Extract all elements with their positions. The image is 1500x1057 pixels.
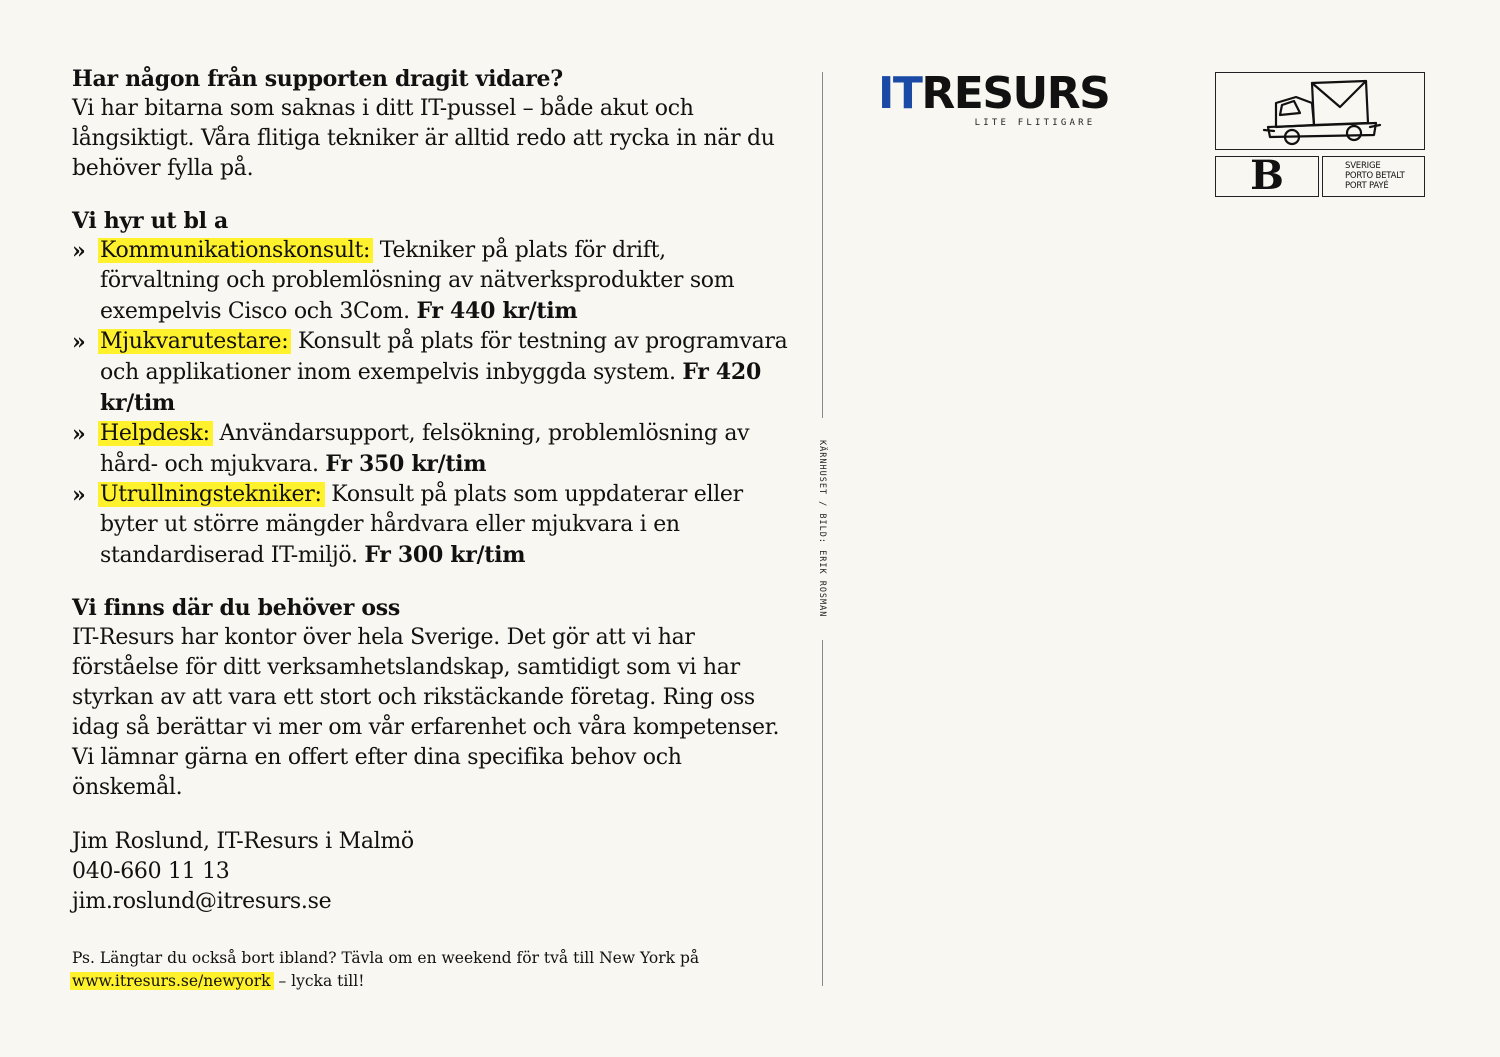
- service-price: Fr 440 kr/tim: [416, 298, 578, 324]
- service-price: Fr 350 kr/tim: [325, 451, 487, 477]
- porto-betalt-box: [1322, 156, 1425, 197]
- bullet-marker: »: [72, 482, 86, 508]
- service-title: Utrullningstekniker:: [98, 482, 325, 507]
- ps-text: Ps. Längtar du också bort ibland? Tävla om en weekend för två till New York på: [72, 949, 700, 967]
- service-description: Konsult på plats som uppdaterar eller byter ut större mängder hårdvara eller mjukvara i en standardiserad IT-miljö.: [100, 482, 743, 568]
- service-title: Mjukvarutestare:: [98, 329, 291, 354]
- porto-line: PORTO BETALT: [1345, 171, 1405, 181]
- service-description: Konsult på plats för testning av programvara och applikationer inom exempelvis inbyggda system.: [100, 329, 788, 385]
- service-description: Tekniker på plats för drift, förvaltning och problemlösning av nätverksprodukter som exempelvis Cisco och 3Com.: [100, 238, 735, 324]
- message-column: [72, 64, 792, 993]
- photo-credit: KÄRNHUSET / BILD: ERIK ROSMAN: [812, 418, 832, 640]
- presence-body: IT-Resurs har kontor över hela Sverige. Det gör att vi har förståelse för ditt verksamhetslandskap, samtidigt som vi har styrkan av att vara ett stort och rikstäckande företag. Ring oss idag så berättar vi mer om vår erfarenhet och våra kompetenser. Vi lämnar gärna en offert efter dina specifika behov och önskemål.: [72, 625, 780, 800]
- service-price: Fr 420 kr/tim: [100, 359, 761, 416]
- contact-name: Jim Roslund, IT-Resurs i Malmö: [72, 829, 414, 854]
- ps-note: [72, 947, 792, 993]
- services-section: [72, 206, 792, 571]
- itresurs-logo: [878, 68, 1182, 132]
- porto-line: PORT PAYÉ: [1345, 181, 1389, 191]
- logo-resurs: RESURS: [921, 68, 1110, 119]
- b-economy-mark: B: [1215, 156, 1319, 197]
- service-item: [72, 480, 792, 571]
- presence-section: [72, 593, 792, 803]
- service-item: [72, 327, 792, 419]
- intro-heading: Har någon från supporten dragit vidare?: [72, 66, 563, 92]
- bullet-marker: »: [72, 329, 86, 355]
- contact-phone[interactable]: 040-660 11 13: [72, 859, 230, 884]
- contact-block: [72, 827, 792, 917]
- logo-it: IT: [878, 68, 922, 119]
- ps-link[interactable]: www.itresurs.se/newyork: [70, 972, 274, 990]
- presence-heading: Vi finns där du behöver oss: [72, 595, 400, 621]
- service-item: [72, 236, 792, 327]
- service-title: Kommunikationskonsult:: [98, 238, 373, 263]
- ps-suffix: – lycka till!: [273, 972, 365, 990]
- service-item: [72, 419, 792, 480]
- contact-email[interactable]: jim.roslund@itresurs.se: [72, 889, 332, 914]
- logo-wordmark: [878, 68, 1182, 119]
- service-price: Fr 300 kr/tim: [364, 542, 526, 568]
- services-heading: Vi hyr ut bl a: [72, 208, 228, 234]
- intro-body: Vi har bitarna som saknas i ditt IT-pussel – både akut och långsiktigt. Våra flitiga tekniker är alltid redo att rycka in när du behöver fylla på.: [72, 96, 775, 181]
- bullet-marker: »: [72, 238, 86, 264]
- logo-tagline: LITE FLITIGARE: [974, 118, 1096, 128]
- bullet-marker: »: [72, 421, 86, 447]
- service-description: Användarsupport, felsökning, problemlösning av hård- och mjukvara.: [100, 421, 750, 477]
- service-title: Helpdesk:: [98, 421, 213, 446]
- mail-truck-icon: [1216, 73, 1423, 148]
- porto-line: SVERIGE: [1345, 161, 1381, 171]
- postage-stamp: [1215, 72, 1425, 150]
